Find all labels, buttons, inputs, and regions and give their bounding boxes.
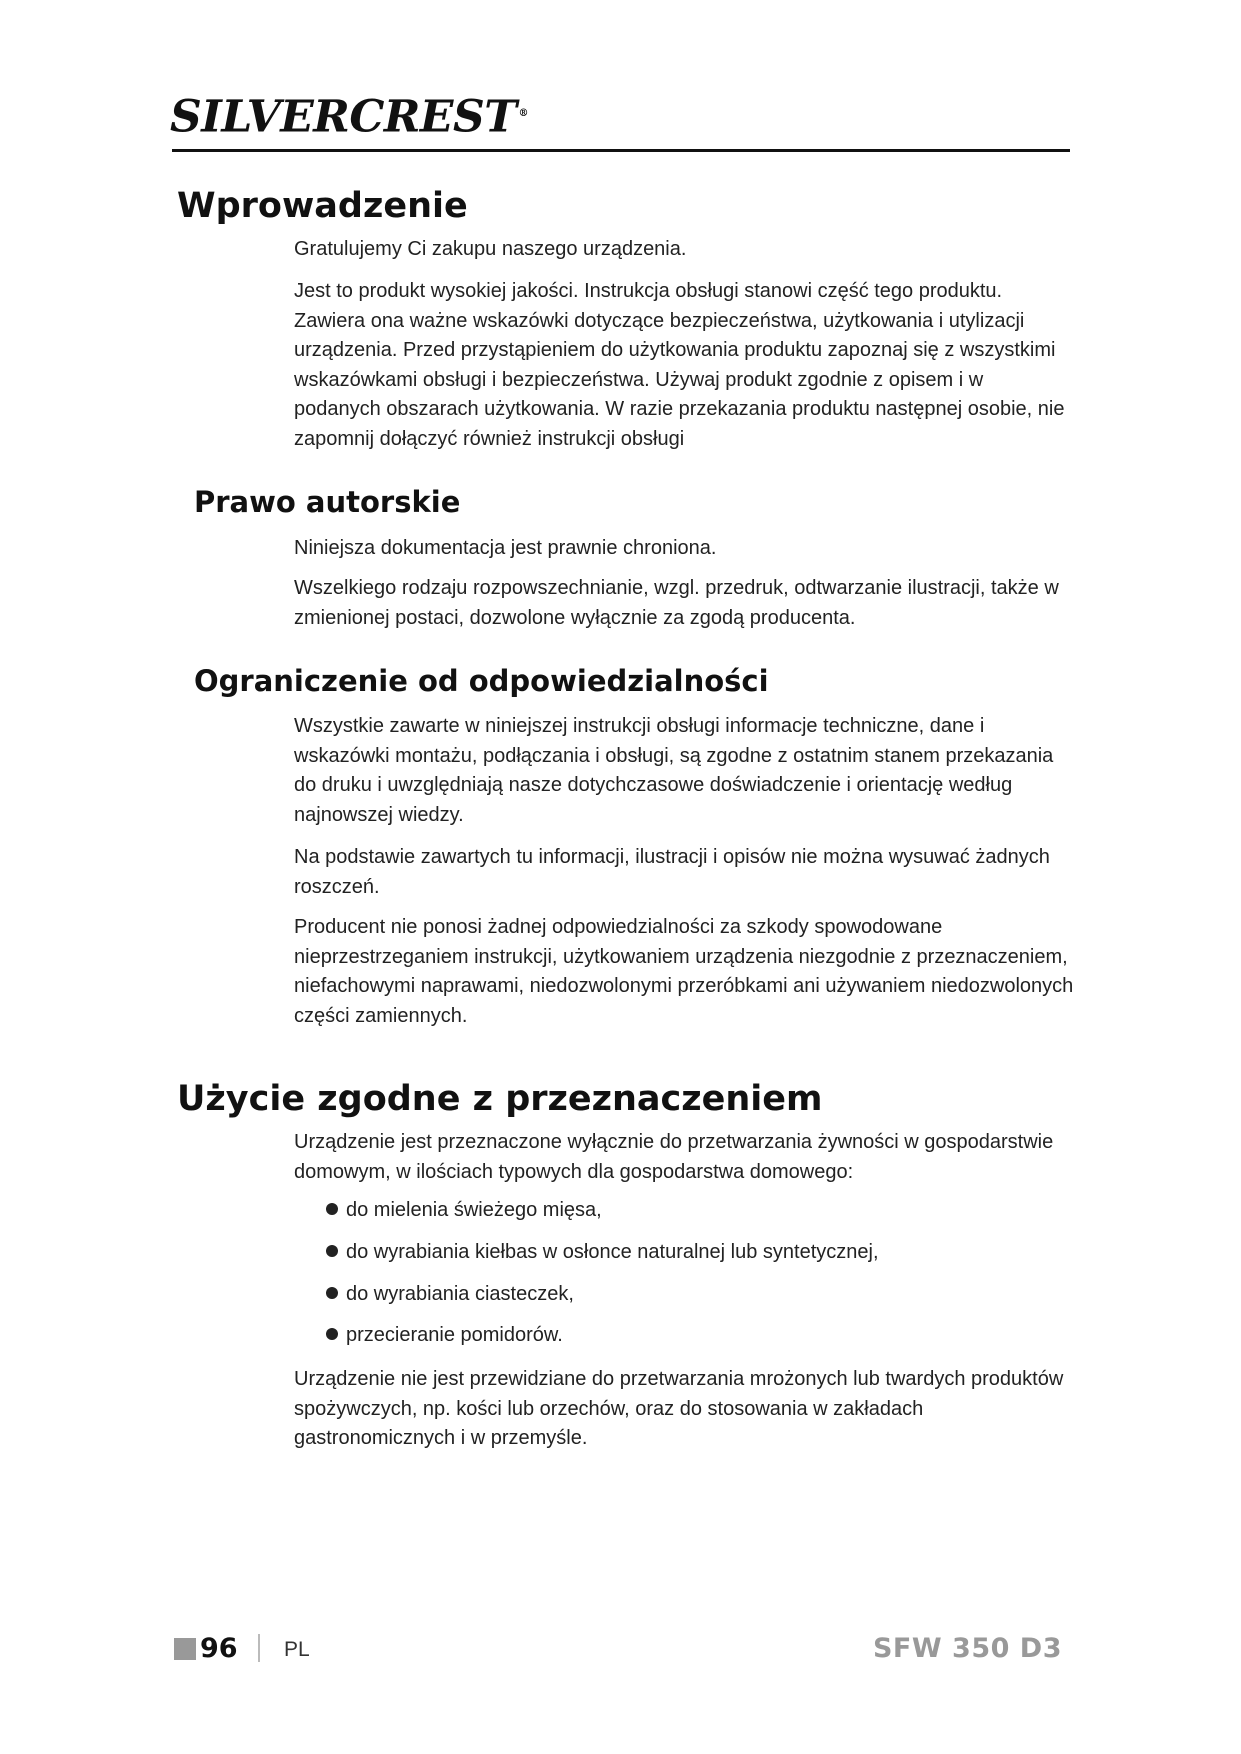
section-title-intended-use: Użycie zgodne z przeznaczeniem	[177, 1079, 823, 1119]
intro-paragraph-2: Jest to produkt wysokiej jakości. Instrukcja obsługi stanowi część tego produktu. Zawiera ona ważne wskazówki dotyczące bezpieczeństwa, użytkowania i utylizacji urządzenia. Przed przystąpieniem do użytkowania produktu zapoznaj się z wszystkimi wskazówkami obsługi i bezpieczeństwa. Używaj produkt zgodnie z opisem i w podanych obszarach użytkowania. W razie przekazania produktu następnej osobie, nie zapomnij dołączyć również instrukcji obsługi	[294, 280, 1065, 450]
list-item-text: przecieranie pomidorów.	[346, 1324, 563, 1346]
model-number: SFW 350 D3	[872, 1633, 1062, 1664]
footer-divider	[258, 1634, 260, 1662]
page-number: 96	[200, 1633, 238, 1664]
registered-mark: ®	[518, 108, 528, 119]
bullet-icon	[326, 1203, 338, 1215]
section-title-copyright: Prawo autorskie	[194, 485, 461, 519]
list-item	[326, 1280, 574, 1309]
brand-logo-text: SILVERCREST	[170, 91, 517, 143]
liability-paragraph-3: Producent nie ponosi żadnej odpowiedzialności za szkody spowodowane nieprzestrzeganiem instrukcji, użytkowaniem urządzenia niezgodnie z przeznaczeniem, niefachowymi naprawami, niedozwolonymi przeróbkami ani używaniem niedozwolonych części zamiennych.	[294, 916, 1074, 1027]
language-code: PL	[284, 1638, 310, 1661]
intended-use-paragraph-1: Urządzenie jest przeznaczone wyłącznie do przetwarzania żywności w gospodarstwie domowym, w ilościach typowych dla gospodarstwa domowego:	[294, 1131, 1054, 1183]
bullet-icon	[326, 1287, 338, 1299]
bullet-icon	[326, 1328, 338, 1340]
footer-square-icon	[174, 1638, 196, 1660]
list-item-text: do wyrabiania kiełbas w osłonce naturalnej lub syntetycznej,	[346, 1241, 879, 1263]
brand-logo	[170, 90, 528, 142]
list-item	[326, 1321, 563, 1350]
intended-use-paragraph-2: Urządzenie nie jest przewidziane do przetwarzania mrożonych lub twardych produktów spożywczych, np. kości lub orzechów, oraz do stosowania w zakładach gastronomicznych i w przemyśle.	[294, 1368, 1064, 1449]
list-item-text: do mielenia świeżego mięsa,	[346, 1199, 602, 1221]
liability-paragraph-2: Na podstawie zawartych tu informacji, ilustracji i opisów nie można wysuwać żadnych roszczeń.	[294, 846, 1050, 898]
copyright-paragraph-1: Niniejsza dokumentacja jest prawnie chroniona.	[294, 537, 717, 559]
intro-paragraph-1: Gratulujemy Ci zakupu naszego urządzenia.	[294, 238, 687, 260]
list-item	[326, 1196, 602, 1225]
section-title-intro: Wprowadzenie	[177, 186, 468, 226]
copyright-paragraph-2: Wszelkiego rodzaju rozpowszechnianie, wzgl. przedruk, odtwarzanie ilustracji, także w zmienionej postaci, dozwolone wyłącznie za zgodą producenta.	[294, 577, 1059, 629]
list-item-text: do wyrabiania ciasteczek,	[346, 1283, 574, 1305]
section-title-liability: Ograniczenie od odpowiedzialności	[194, 664, 769, 698]
header-divider	[172, 149, 1070, 152]
liability-paragraph-1: Wszystkie zawarte w niniejszej instrukcji obsługi informacje techniczne, dane i wskazówki montażu, podłączania i obsługi, są zgodne z ostatnim stanem przekazania do druku i uwzględniają nasze dotychczasowe doświadczenie i orientację według najnowszej wiedzy.	[294, 715, 1054, 826]
bullet-icon	[326, 1245, 338, 1257]
list-item	[326, 1238, 879, 1267]
